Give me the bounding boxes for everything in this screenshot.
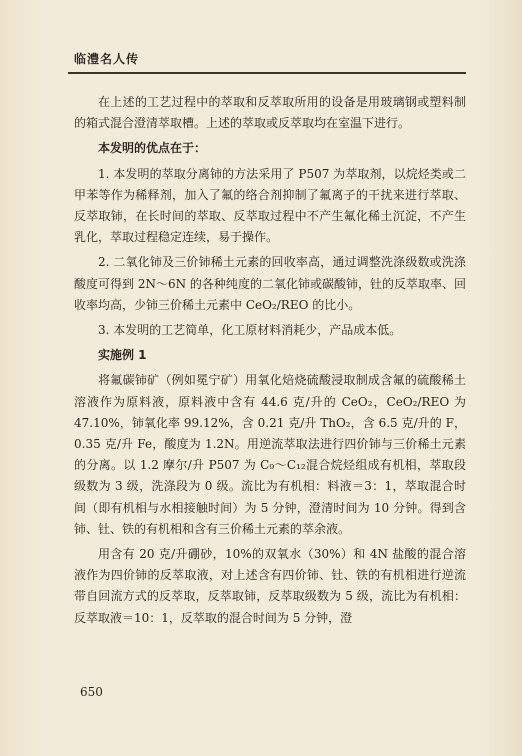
paragraph: 将氟碳铈矿（例如冕宁矿）用氧化焙烧硫酸浸取制成含氟的硫酸稀土溶液作为原料液，原料液中含有 44.6 克/升的 CeO₂，CeO₂/REO 为 47.10%，铈氧化率 99.12%，含 0.21 克/升 ThO₂，含 6.5 克/升的 F，0.35 克/升 Fe，酸度为 1.2N。用逆流萃取法进行四价铈与三价稀土元素的分离。以 1.2 摩尔/升 P507 为 C₉～C₁₂混合烷烃组成有机相，萃取段级数为 3 级，洗涤段为 0 级。流比为有机相：料液＝3：1，萃取混合时间（即有机相与水相接触时间）为 5 分钟，澄清时间为 10 分钟。得到含铈、钍、铁的有机相和含有三价稀土元素的萃余液。 [74, 373, 466, 536]
paragraph: 3. 本发明的工艺简单，化工原材料消耗少，产品成本低。 [98, 323, 402, 338]
header-rule [68, 72, 466, 74]
paragraph: 2. 二氧化铈及三价铈稀土元素的回收率高，通过调整洗涤级数或洗涤酸度可得到 2N～6N 的各种纯度的二氧化铈或碳酸铈，钍的反萃取率、回收率均高，少铈三价稀土元素中 CeO₂/REO 的比小。 [74, 255, 466, 312]
paragraph: 用含有 20 克/升硼砂，10%的双氧水（30%）和 4N 盐酸的混合溶液作为四价铈的反萃取液，对上述含有四价铈、钍、铁的有机相进行逆流带自回流方式的反萃取，反萃取铈，反萃取级数为 5 级，流比为有机相：反萃取液＝10：1，反萃取的混合时间为 5 分钟，澄 [74, 547, 466, 625]
running-header: 临澧名人传 [74, 52, 140, 66]
example-heading: 实施例 1 [98, 348, 147, 363]
section-heading: 本发明的优点在于： [98, 141, 207, 156]
paragraph: 1. 本发明的萃取分离铈的方法采用了 P507 为萃取剂，以烷烃类或二甲苯等作为稀释剂，加入了氟的络合剂抑制了氟离子的干扰来进行萃取、反萃取铈，在长时间的萃取、反萃取过程中不产生氟化稀土沉淀，不产生乳化，萃取过程稳定连续，易于操作。 [74, 166, 466, 245]
paragraph: 在上述的工艺过程中的萃取和反萃取所用的设备是用玻璃钢或塑料制的箱式混合澄清萃取槽。上述的萃取或反萃取均在室温下进行。 [74, 95, 466, 131]
page-number: 650 [80, 685, 103, 699]
body-text [74, 92, 466, 633]
